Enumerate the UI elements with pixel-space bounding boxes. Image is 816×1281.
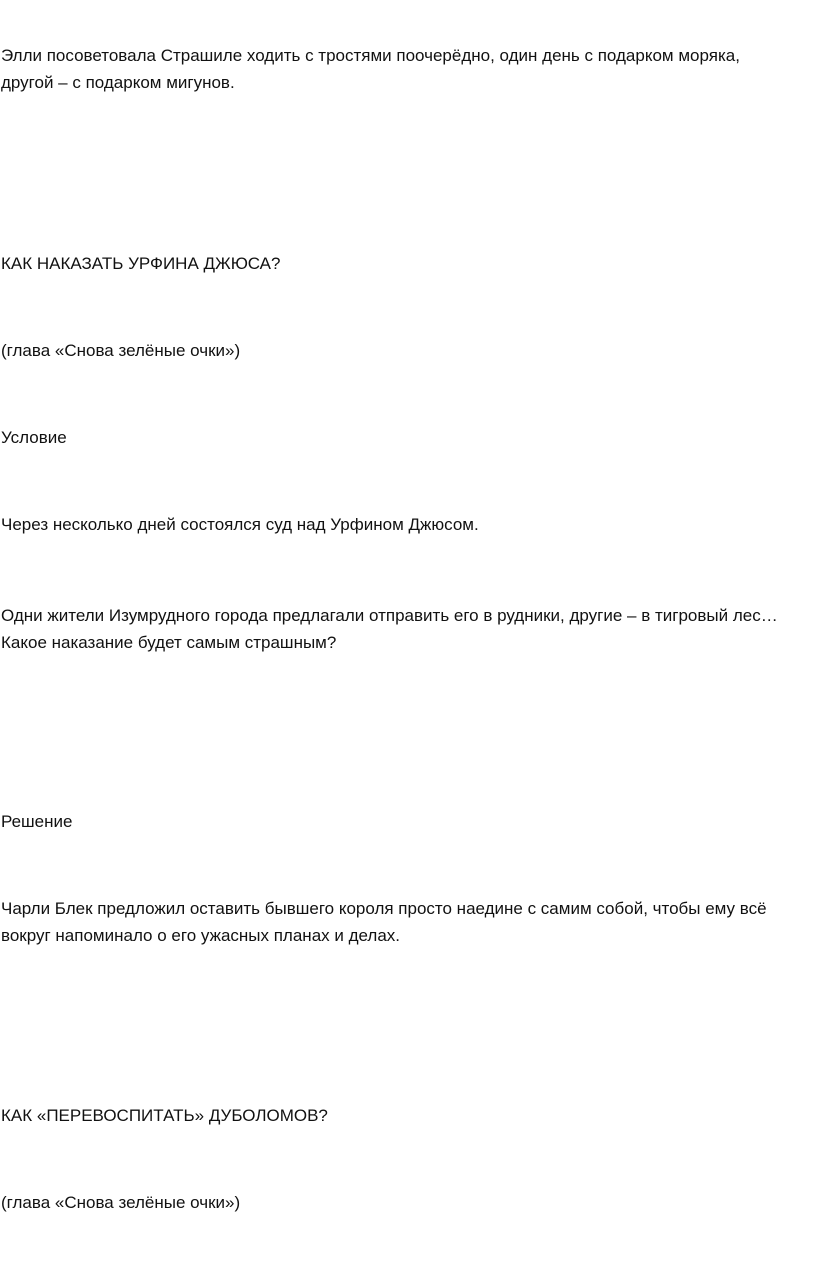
chapter-reference <box>1 337 813 364</box>
section-heading-punish-urfin <box>1 250 813 277</box>
paragraph-elli-advice <box>1 42 813 96</box>
paragraph-citizens-proposals <box>1 602 813 656</box>
text-line: Чарли Блек предложил оставить бывшего короля просто наедине с самим собой, чтобы ему всё <box>1 899 767 918</box>
text-line: (глава «Снова зелёные очки») <box>1 1193 241 1212</box>
paragraph-trial <box>1 511 813 538</box>
chapter-reference <box>1 1189 813 1216</box>
text-line: вокруг напоминало о его ужасных планах и делах. <box>1 926 400 945</box>
text-line: КАК НАКАЗАТЬ УРФИНА ДЖЮСА? <box>1 254 281 273</box>
text-line: Какое наказание будет самым страшным? <box>1 633 337 652</box>
text-line: Элли посоветовала Страшиле ходить с тростями поочерёдно, один день с подарком моряка, <box>1 46 740 65</box>
solution-heading <box>1 808 813 835</box>
text-line: (глава «Снова зелёные очки») <box>1 341 241 360</box>
text-line: КАК «ПЕРЕВОСПИТАТЬ» ДУБОЛОМОВ? <box>1 1106 328 1125</box>
text-line: Через несколько дней состоялся суд над Урфином Джюсом. <box>1 515 479 534</box>
paragraph-charlie-black <box>1 895 813 949</box>
text-line: Условие <box>1 428 67 447</box>
text-line: Решение <box>1 812 73 831</box>
condition-heading <box>1 424 813 451</box>
text-line: Одни жители Изумрудного города предлагали отправить его в рудники, другие – в тигровый лес… <box>1 606 778 625</box>
text-line: другой – с подарком мигунов. <box>1 73 235 92</box>
section-heading-reeducate <box>1 1102 813 1129</box>
